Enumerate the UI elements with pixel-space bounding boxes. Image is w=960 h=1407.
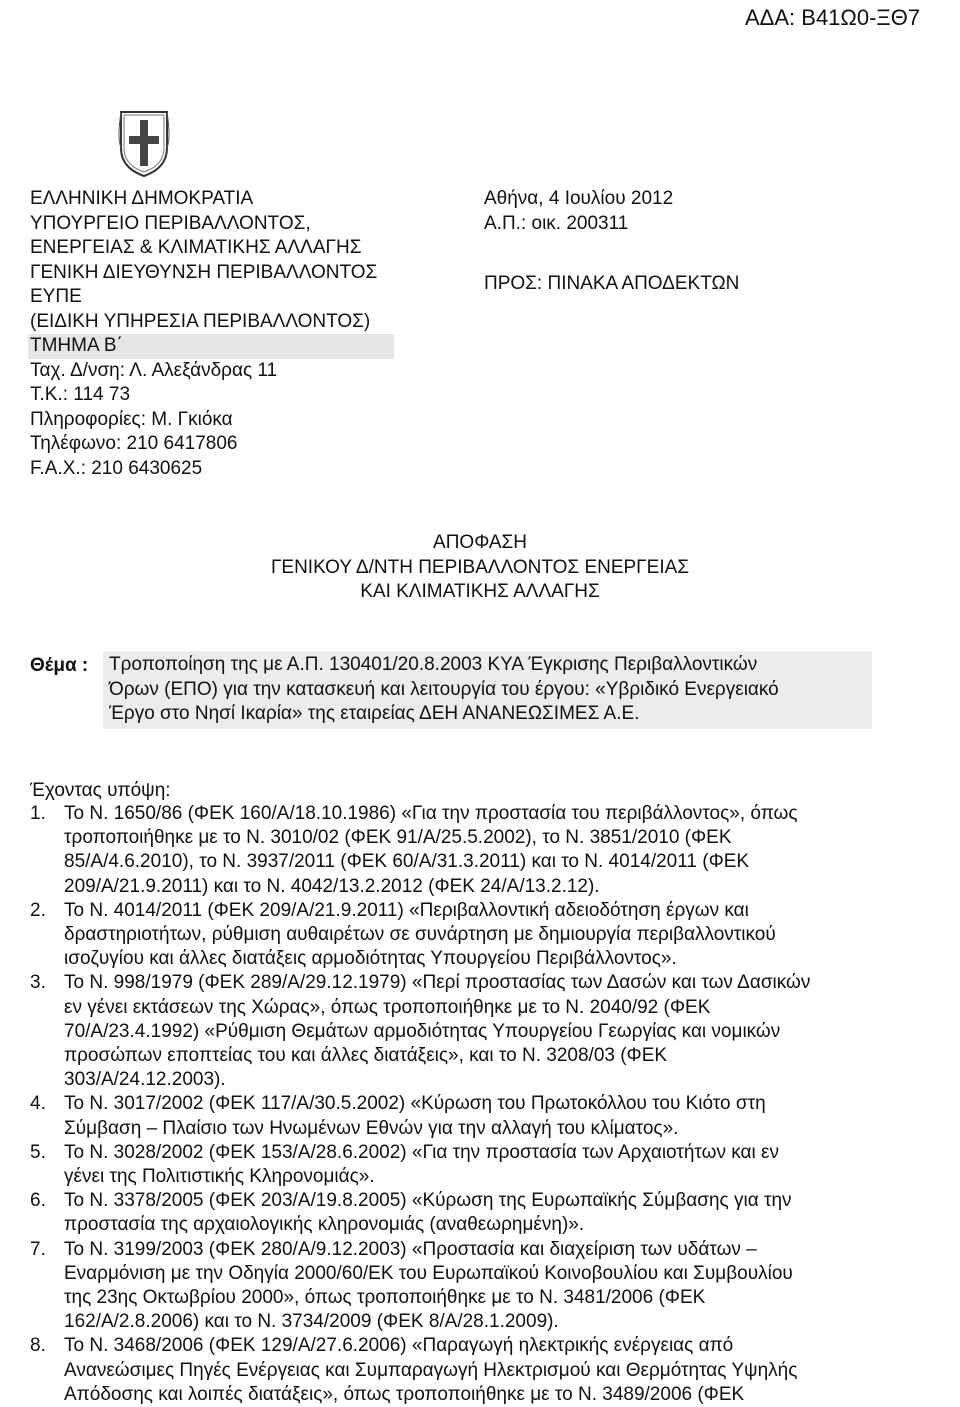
item-number: 1. [30, 803, 46, 824]
item-line: τροποποιήθηκε με το Ν. 3010/02 (ΦΕΚ 91/Α/25.5.2002), το Ν. 3851/2010 (ΦΕΚ [64, 827, 732, 849]
list-item [30, 899, 863, 972]
contact-row [30, 408, 394, 433]
item-line: Απόδοσης και λοιπές διατάξεις», όπως τροποποιήθηκε με το Ν. 3489/2006 (ΦΕΚ [64, 1383, 745, 1405]
issuer-line: ΓΕΝΙΚΗ ΔΙΕΥΘΥΝΣΗ ΠΕΡΙΒΑΛΛΟΝΤΟΣ [30, 261, 378, 283]
item-line: Ανανεώσιμες Πηγές Ενέργειας και Συμπαραγωγή Ηλεκτρισμού και Θερμότητας Υψηλής [64, 1359, 798, 1381]
subject-line: Έργο στο Νησί Ικαρία» της εταιρείας ΔΕΗ ΑΝΑΝΕΩΣΙΜΕΣ Α.Ε. [109, 703, 640, 724]
issuer-line: ΕΥΠΕ [30, 286, 82, 307]
list-item [30, 802, 863, 899]
item-number: 6. [30, 1190, 46, 1212]
decision-title-line: ΚΑΙ ΚΛΙΜΑΤΙΚΗΣ ΑΛΛΑΓΗΣ [360, 581, 600, 602]
item-number: 2. [30, 899, 46, 921]
contact-row [30, 359, 394, 384]
considering-heading: Έχοντας υπόψη: [30, 780, 171, 801]
issuer-line: ΕΛΛΗΝΙΚΗ ΔΗΜΟΚΡΑΤΙΑ [30, 188, 254, 209]
item-number: 3. [30, 972, 46, 994]
contact-row [30, 432, 394, 457]
subject-line: Τροποποίηση της με Α.Π. 130401/20.8.2003 ΚΥΑ Έγκρισης Περιβαλλοντικών [109, 654, 758, 675]
item-line: Το Ν. 3468/2006 (ΦΕΚ 129/Α/27.6.2006) «Παραγωγή ηλεκτρικής ενέργειας από [64, 1335, 734, 1357]
issuer-line: (ΕΙΔΙΚΗ ΥΠΗΡΕΣΙΑ ΠΕΡΙΒΑΛΛΟΝΤΟΣ) [30, 310, 371, 332]
department-label: ΤΜΗΜΑ Β΄ [28, 334, 394, 359]
recipients-line: ΠΡΟΣ: ΠΙΝΑΚΑ ΑΠΟΔΕΚΤΩΝ [484, 273, 740, 294]
contact-value: : 210 6430625 [80, 457, 203, 479]
item-line: Το Ν. 4014/2011 (ΦΕΚ 209/Α/21.9.2011) «Περιβαλλοντική αδειοδότηση έργων και [64, 899, 749, 921]
item-line: 209/Α/21.9.2011) και το Ν. 4042/13.2.2012 (ΦΕΚ 24/Α/13.2.12). [64, 875, 600, 897]
greek-coat-of-arms-emblem [115, 108, 173, 180]
decision-title-line: ΑΠΟΦΑΣΗ [433, 532, 527, 553]
item-line: της 23ης Οκτωβρίου 2000», όπως τροποποιήθηκε με το Ν. 3481/2006 (ΦΕΚ [64, 1287, 706, 1309]
item-line: 162/Α/2.8.2006) και το Ν. 3734/2009 (ΦΕΚ 8/Α/28.1.2009). [64, 1311, 559, 1333]
item-line: ισοζυγίου και άλλες διατάξεις αρμοδιότητας Υπουργείου Περιβάλλοντος». [64, 948, 677, 970]
issuer-header [30, 187, 394, 481]
document-date: Αθήνα, 4 Ιουλίου 2012 [484, 188, 674, 209]
contact-key: Τ.Κ. [30, 384, 63, 405]
legal-basis-list [30, 802, 863, 1407]
issuer-line: ΕΝΕΡΓΕΙΑΣ & ΚΛΙΜΑΤΙΚΗΣ ΑΛΛΑΓΗΣ [30, 237, 362, 258]
item-line: Εναρμόνιση με την Οδηγία 2000/60/ΕΚ του Ευρωπαϊκού Κοινοβουλίου και Συμβουλίου [64, 1262, 793, 1284]
contact-key: Ταχ. Δ/νση [30, 359, 120, 381]
item-number: 8. [30, 1335, 46, 1357]
item-line: Το Ν. 3378/2005 (ΦΕΚ 203/Α/19.8.2005) «Κύρωση της Ευρωπαϊκής Σύμβασης για την [64, 1190, 792, 1212]
contact-value: : 210 6417806 [115, 433, 238, 454]
item-line: δραστηριοτήτων, ρύθμιση αυθαιρέτων σε συνάρτηση με δημιουργία περιβαλλοντικού [64, 924, 776, 946]
item-number: 5. [30, 1141, 46, 1163]
contact-key: Πληροφορίες [30, 408, 141, 430]
item-number: 4. [30, 1093, 46, 1115]
item-line: 303/Α/24.12.2003). [64, 1069, 226, 1091]
subject-line: Όρων (ΕΠΟ) για την κατασκευή και λειτουργία του έργου: «Υβριδικό Ενεργειακό [109, 678, 779, 700]
decision-title-line: ΓΕΝΙΚΟΥ Δ/ΝΤΗ ΠΕΡΙΒΑΛΛΟΝΤΟΣ ΕΝΕΡΓΕΙΑΣ [270, 556, 690, 578]
item-number: 7. [30, 1238, 46, 1260]
item-line: Το Ν. 3199/2003 (ΦΕΚ 280/Α/9.12.2003) «Προστασία και διαχείριση των υδάτων – [64, 1238, 757, 1260]
contact-row [30, 457, 394, 482]
protocol-number: Α.Π.: οικ. 200311 [484, 212, 629, 234]
ada-code: ΑΔΑ: Β41Ω0-ΞΘ7 [745, 5, 921, 30]
list-item [30, 1238, 863, 1335]
item-line: Το Ν. 3028/2002 (ΦΕΚ 153/Α/28.6.2002) «Για την προστασία των Αρχαιοτήτων και εν [64, 1141, 779, 1163]
decision-title [0, 531, 960, 605]
document-meta [484, 187, 739, 297]
contact-key: F.A.X. [30, 457, 81, 479]
contact-row [30, 383, 394, 408]
item-line: προσώπων εποπτείας του και άλλες διατάξεις», και το Ν. 3208/03 (ΦΕΚ [64, 1045, 668, 1067]
list-item [30, 1092, 863, 1140]
item-line: Σύμβαση – Πλαίσιο των Ηνωμένων Εθνών για την αλλαγή του κλίματος». [64, 1117, 679, 1139]
contact-value: : Λ. Αλεξάνδρας 11 [119, 359, 278, 381]
item-line: Το Ν. 998/1979 (ΦΕΚ 289/Α/29.12.1979) «Περί προστασίας των Δασών και των Δασικών [64, 972, 811, 994]
contact-value: : 114 73 [62, 384, 131, 405]
subject-text [103, 651, 872, 729]
item-line: εν γένει εκτάσεων της Χώρας», όπως τροποποιήθηκε με το Ν. 2040/92 (ΦΕΚ [64, 996, 711, 1018]
item-line: γένει της Πολιτιστικής Κληρονομιάς». [64, 1166, 375, 1188]
issuer-line: ΥΠΟΥΡΓΕΙΟ ΠΕΡΙΒΑΛΛΟΝΤΟΣ, [30, 212, 311, 234]
list-item [30, 971, 863, 1092]
subject-label: Θέμα : [30, 655, 89, 676]
item-line: 70/Α/23.4.1992) «Ρύθμιση Θεμάτων αρμοδιότητας Υπουργείου Γεωργίας και νομικών [64, 1020, 781, 1042]
list-item [30, 1189, 863, 1237]
item-line: 85/Α/4.6.2010), το Ν. 3937/2011 (ΦΕΚ 60/Α/31.3.2011) και το Ν. 4014/2011 (ΦΕΚ [64, 851, 750, 873]
item-line: προστασία της αρχαιολογικής κληρονομιάς (αναθεωρημένη)». [64, 1214, 585, 1236]
list-item [30, 1334, 863, 1407]
item-line: Το Ν. 3017/2002 (ΦΕΚ 117/Α/30.5.2002) «Κύρωση του Πρωτοκόλλου του Κιότο στη [64, 1093, 766, 1115]
contact-key: Τηλέφωνο [30, 433, 116, 454]
item-line: Το Ν. 1650/86 (ΦΕΚ 160/Α/18.10.1986) «Για την προστασία του περιβάλλοντος», όπως [64, 803, 798, 824]
list-item [30, 1141, 863, 1189]
contact-value: : Μ. Γκιόκα [140, 408, 233, 430]
